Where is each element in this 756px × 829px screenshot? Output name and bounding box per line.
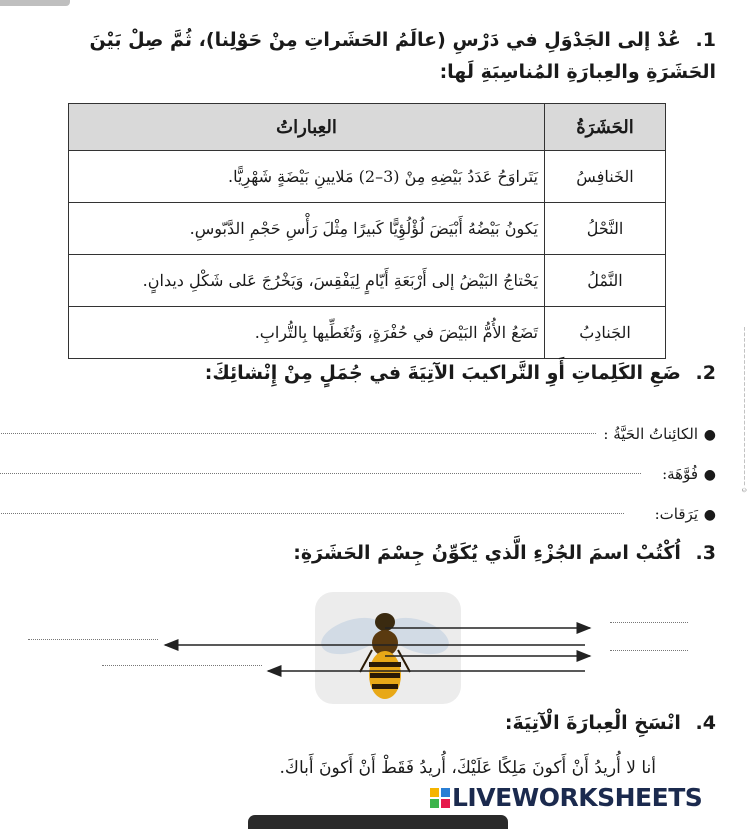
brand-name: LIVEWORKSHEETS xyxy=(452,783,703,812)
phrase-cell: يَتَراوَحُ عَدَدُ بَيْضِهِ مِنْ (3–2) مَلايينِ بَيْضَةٍ شَهْرِيًّا. xyxy=(69,151,545,203)
side-copyright-note: © ─ ─ ─ ─ ─ ─ ─ ─ ─ ─ ─ ─ ─ ─ ─ ─ ─ ─ ─ ─ ─ ─ ─ ─ ─ ─ ─ ─ ─ xyxy=(741,326,749,494)
term-text: فُوَّهَة: xyxy=(662,465,698,483)
answer-line[interactable] xyxy=(28,639,158,640)
insect-name-cell: النَّمْلُ xyxy=(545,255,666,307)
term-text: يَرَقات: xyxy=(654,505,698,523)
term-text: الكائِناتُ الحَيَّةُ : xyxy=(603,425,698,443)
bee-icon xyxy=(317,611,454,699)
insect-name-cell: النَّحْلُ xyxy=(545,203,666,255)
liveworksheets-logo xyxy=(430,783,702,812)
question-2-number: 2. xyxy=(695,362,716,384)
question-4-number: 4. xyxy=(695,712,716,734)
bullet-icon: ● xyxy=(703,427,716,443)
insect-name-cell: الخَنافِسُ xyxy=(545,151,666,203)
question-3-number: 3. xyxy=(695,542,716,564)
bullet-icon: ● xyxy=(703,467,716,483)
question-4 xyxy=(505,712,716,734)
answer-line[interactable] xyxy=(610,622,688,623)
question-2-text: ضَعِ الكَلِماتِ أَوِ التَّراكيبَ الآتِيَةَ في جُمَلٍ مِنْ إِنْشائِكَ: xyxy=(204,362,681,384)
bottom-toolbar[interactable] xyxy=(248,815,508,829)
question-4-text: انْسَخِ الْعِبارَةَ الْآتِيَةَ: xyxy=(504,712,681,734)
question-1-text: عُدْ إلى الجَدْوَلِ في دَرْسِ (عالَمُ الحَشَراتِ مِنْ حَوْلِنا)، ثُمَّ صِلْ بَيْنَ الحَشَرَةِ والعِبارَةِ المُناسِبَةِ لَها: xyxy=(89,29,716,83)
phrase-cell: يَحْتاجُ البَيْضُ إلى أَرْبَعَةِ أَيّامٍ لِيَفْقِسَ، وَيَخْرُجَ عَلى شَكْلِ ديدانٍ. xyxy=(69,255,545,307)
question-1-number: 1. xyxy=(695,29,716,51)
insect-name-cell: الجَنادِبُ xyxy=(545,307,666,359)
header-insect: الحَشَرَةُ xyxy=(545,104,666,151)
phrase-cell: تَضَعُ الأُمُّ البَيْضَ في حُفْرَةٍ، وَتُغَطِّيها بِالتُّرابِ. xyxy=(69,307,545,359)
bullet-icon: ● xyxy=(703,507,716,523)
liveworksheets-icon xyxy=(430,788,450,808)
copy-sentence: أنا لا أُريدُ أَنْ أَكونَ مَلِكًا عَلَيْكَ، أُريدُ فَقَطْ أَنْ أَكونَ أَباكَ. xyxy=(279,758,656,778)
answer-line[interactable] xyxy=(610,650,688,651)
phrase-cell: يَكونُ بَيْضُهُ أَبْيَضَ لُؤْلُؤِيًّا كَبيرًا مِثْلَ رَأْسِ حَجْمِ الدَّبّوسِ. xyxy=(69,203,545,255)
answer-line[interactable] xyxy=(102,665,262,666)
question-3-text: اُكْتُبْ اسمَ الجُزْءِ الَّذي يُكَوِّنُ جِسْمَ الحَشَرَةِ: xyxy=(293,542,681,564)
header-phrases: العِباراتُ xyxy=(69,104,545,151)
